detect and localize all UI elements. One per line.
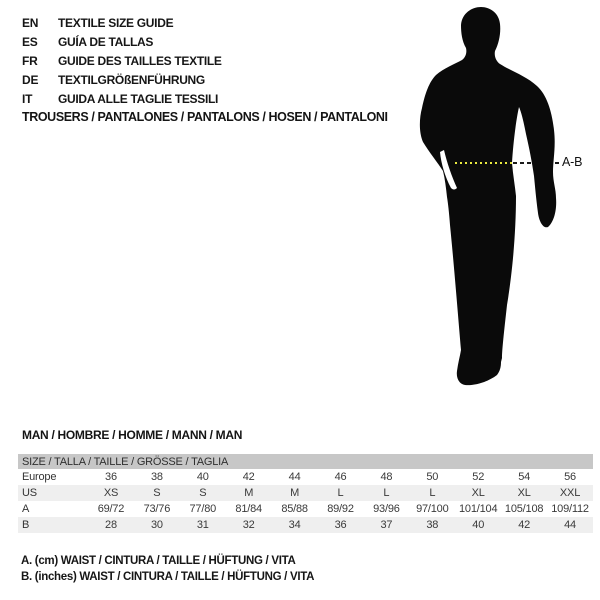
size-cell: 30 [150,519,163,531]
language-code: FR [22,53,38,68]
size-cell: 52 [472,471,485,483]
row-label: B [22,519,30,531]
size-cell: L [429,487,436,499]
size-cell: 28 [105,519,117,531]
size-cell: XL [517,487,531,499]
size-table [18,454,593,533]
language-row [22,51,222,70]
row-label: A [22,503,30,515]
language-row [22,32,222,51]
size-cell: 73/76 [143,503,171,515]
size-cell: 101/104 [459,503,498,515]
row-label: Europe [22,471,57,483]
size-cell: 93/96 [373,503,400,515]
size-cell: 69/72 [97,503,125,515]
size-cell: 77/80 [189,503,217,515]
footnote-b: B. (inches) WAIST / CINTURA / TAILLE / HÜFTUNG / VITA [21,571,315,583]
language-label: TEXTILGRÖßENFÜHRUNG [58,72,205,87]
language-label: GUIDE DES TAILLES TEXTILE [58,53,222,68]
size-cell: 34 [288,519,301,531]
size-cell: 85/88 [281,503,308,515]
size-cell: M [290,487,300,499]
size-cell: XS [103,487,119,499]
size-cell: 46 [334,471,347,483]
size-cell: XXL [559,487,581,499]
size-cell: L [383,487,390,499]
language-code: ES [22,34,38,49]
size-cell: 37 [380,519,393,531]
size-cell: 105/108 [504,503,544,515]
table-row-b-inches [18,517,593,533]
size-cell: 40 [196,471,209,483]
gender-heading: MAN / HOMBRE / HOMME / MANN / MAN [22,428,243,442]
language-label: GUIDA ALLE TAGLIE TESSILI [58,91,219,106]
language-row [22,89,222,108]
table-row-a-cm [18,501,593,517]
language-code: EN [22,15,39,30]
size-cell: S [199,487,207,499]
row-label: US [22,487,37,499]
size-cell: 56 [564,471,576,483]
size-cell: 38 [150,471,163,483]
size-cell: 42 [518,519,531,531]
size-cell: 38 [426,519,439,531]
size-cell: M [244,487,254,499]
footnotes [21,555,314,587]
table-header-row [18,454,593,469]
language-code: IT [22,91,33,106]
size-cell: 109/112 [551,503,589,515]
size-cell: 50 [426,471,439,483]
measure-line-dotted [455,162,513,164]
size-cell: 48 [380,471,393,483]
size-cell: L [337,487,344,499]
size-cell: 44 [564,519,576,531]
language-list [22,13,222,108]
size-cell: 31 [196,519,209,531]
size-cell: 36 [105,471,117,483]
language-row [22,13,222,32]
language-label: TEXTILE SIZE GUIDE [58,15,174,30]
size-cell: 42 [242,471,255,483]
footnote-a: A. (cm) WAIST / CINTURA / TAILLE / HÜFTUNG / VITA [21,555,296,567]
garment-heading: TROUSERS / PANTALONES / PANTALONS / HOSEN / PANTALONI [22,110,388,124]
table-header: SIZE / TALLA / TAILLE / GRÖSSE / TAGLIA [18,454,593,469]
size-cell: XL [471,487,485,499]
size-cell: 89/92 [327,503,354,515]
size-cell: 44 [288,471,301,483]
size-cell: 81/84 [235,503,262,515]
size-cell: S [153,487,161,499]
language-label: GUÍA DE TALLAS [58,34,154,49]
male-silhouette [400,0,570,400]
table-row-us [18,485,593,501]
size-cell: 97/100 [416,503,449,515]
size-cell: 36 [334,519,347,531]
size-cell: 54 [518,471,531,483]
language-row [22,70,222,89]
size-cell: 32 [242,519,255,531]
language-code: DE [22,72,39,87]
table-row-europe [18,469,593,485]
measure-label: A-B [562,155,583,169]
size-cell: 40 [472,519,485,531]
